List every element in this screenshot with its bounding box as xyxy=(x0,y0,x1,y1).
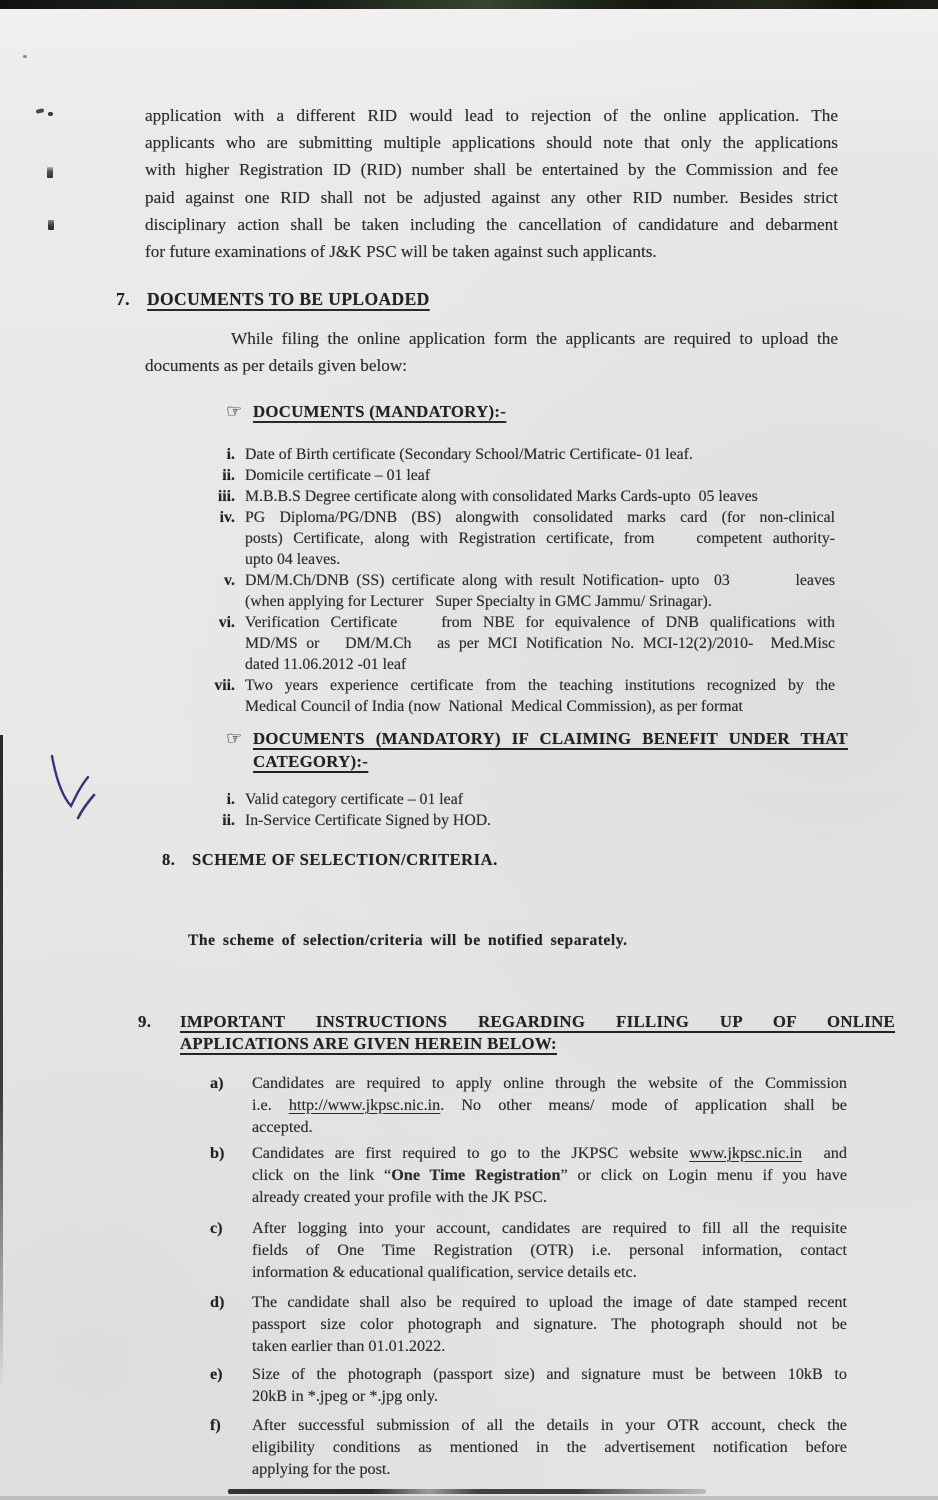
instructions-list xyxy=(210,1072,938,1480)
section-7-number: 7. xyxy=(116,289,130,310)
list-item-text xyxy=(252,1363,847,1407)
pointing-hand-icon: ☞ xyxy=(226,727,243,749)
section-8-heading xyxy=(162,849,938,871)
list-item-label: c) xyxy=(210,1218,223,1237)
text-line: After logging into your account, candidates are required to fill all the requisite xyxy=(252,1218,847,1237)
text-line: The candidate shall also be required to upload the image of date stamped recent xyxy=(252,1292,847,1311)
text-line: Two years experience certificate from the teaching institutions recognized by the xyxy=(245,676,835,694)
list-item xyxy=(200,465,938,486)
list-item-text xyxy=(252,1072,847,1138)
text-line: Valid category certificate – 01 leaf xyxy=(245,790,463,808)
list-item-label: b) xyxy=(210,1143,225,1162)
section-9-heading xyxy=(138,1011,938,1056)
text-line: M.B.B.S Degree certificate along with consolidated Marks Cards-upto 05 leaves xyxy=(245,487,758,505)
list-item-label: iii. xyxy=(217,487,235,505)
text-line: dated 11.06.2012 -01 leaf xyxy=(245,655,407,673)
list-item xyxy=(200,570,938,612)
list-item xyxy=(210,1363,938,1407)
section-7-heading xyxy=(116,287,938,311)
list-item xyxy=(210,1291,938,1357)
list-item xyxy=(200,789,938,810)
list-item-text xyxy=(252,1142,847,1208)
list-item xyxy=(200,507,938,570)
list-item-text xyxy=(245,612,835,675)
text-line: 20kB in *.jpeg or *.jpg only. xyxy=(252,1386,438,1405)
list-item-text xyxy=(245,810,835,831)
list-item-label: ii. xyxy=(222,811,235,829)
category-docs-heading xyxy=(226,727,938,773)
text-line: Date of Birth certificate (Secondary School/Matric Certificate- 01 leaf. xyxy=(245,445,693,463)
text-line: click on the link “One Time Registration” or click on Login menu if you have xyxy=(252,1165,848,1184)
text-line: Verification Certificate from NBE for equivalence of DNB qualifications with xyxy=(245,613,835,631)
list-item xyxy=(200,444,938,465)
text-line: DM/M.Ch/DNB (SS) certificate along with result Notification- upto 03 leaves xyxy=(245,571,835,589)
text-line: In-Service Certificate Signed by HOD. xyxy=(245,811,492,829)
list-item-label: i. xyxy=(226,445,235,463)
list-item xyxy=(200,612,938,675)
text-line: Candidates are required to apply online through the website of the Commission xyxy=(252,1073,847,1092)
section-9-title xyxy=(180,1011,895,1056)
mandatory-docs-heading xyxy=(226,400,938,424)
list-item-text xyxy=(245,486,835,507)
text-line: passport size color photograph and signature. The photograph should not be xyxy=(252,1314,847,1333)
text-line: paid against one RID shall not be adjusted against any other RID number. Besides strict xyxy=(145,187,838,207)
text-line: i.e. http://www.jkpsc.nic.in. No other means/ mode of application shall be xyxy=(252,1095,847,1114)
list-item-label: ii. xyxy=(222,466,235,484)
section-8-number: 8. xyxy=(162,849,176,869)
category-docs-list xyxy=(200,789,938,831)
list-item-text xyxy=(245,444,835,465)
list-item-label: vi. xyxy=(218,613,235,631)
text-line: (when applying for Lecturer Super Specialty in GMC Jammu/ Srinagar). xyxy=(245,592,712,610)
text-line: After successful submission of all the details in your OTR account, check the xyxy=(252,1415,847,1434)
list-item-text xyxy=(245,570,835,612)
text-line: upto 04 leaves. xyxy=(245,550,341,568)
list-item xyxy=(210,1414,938,1480)
list-item xyxy=(210,1217,938,1283)
list-item-text xyxy=(252,1217,847,1283)
mandatory-docs-list xyxy=(200,444,938,717)
text-line: posts) Certificate, along with Registration certificate, from competent authority- xyxy=(245,529,835,547)
list-item-text xyxy=(245,789,835,810)
scheme-note: The scheme of selection/criteria will be notified separately. xyxy=(188,931,628,949)
list-item xyxy=(210,1142,938,1208)
text-line: documents as per details given below: xyxy=(145,356,408,376)
list-item xyxy=(200,486,938,507)
text-line: Medical Council of India (now National Medical Commission), as per format xyxy=(245,697,743,715)
mandatory-docs-title: DOCUMENTS (MANDATORY):- xyxy=(253,401,507,421)
list-item-text xyxy=(245,507,835,570)
text-line: accepted. xyxy=(252,1117,313,1136)
list-item-label: v. xyxy=(224,571,235,589)
rid-warning-paragraph xyxy=(145,102,838,265)
text-line: Size of the photograph (passport size) and signature must be between 10kB to xyxy=(252,1364,847,1383)
list-item-label: vii. xyxy=(214,676,235,694)
list-item-label: iv. xyxy=(219,508,235,526)
text-line: IMPORTANT INSTRUCTIONS REGARDING FILLING UP OF ONLINE xyxy=(180,1011,895,1031)
list-item-text xyxy=(252,1414,847,1480)
text-line: While filing the online application form the applicants are required to upload the xyxy=(231,329,838,349)
text-line: PG Diploma/PG/DNB (BS) alongwith consolidated marks card (for non-clinical xyxy=(245,508,835,526)
section-8-title: SCHEME OF SELECTION/CRITERIA. xyxy=(192,849,498,869)
text-line: DOCUMENTS (MANDATORY) IF CLAIMING BENEFIT UNDER THAT xyxy=(253,728,848,748)
text-line: Candidates are first required to go to the JKPSC website www.jkpsc.nic.in and xyxy=(252,1143,847,1162)
list-item-text xyxy=(252,1291,847,1357)
text-line: applicants who are submitting multiple applications should note that only the applications xyxy=(145,133,838,153)
pointing-hand-icon: ☞ xyxy=(226,400,243,422)
text-line: CATEGORY):- xyxy=(253,751,369,771)
list-item-label: i. xyxy=(226,790,235,808)
list-item-label: a) xyxy=(210,1073,224,1092)
list-item-text xyxy=(245,675,835,717)
list-item-label: f) xyxy=(210,1415,221,1434)
text-line: fields of One Time Registration (OTR) i.e. personal information, contact xyxy=(252,1240,847,1259)
text-line: taken earlier than 01.01.2022. xyxy=(252,1336,446,1355)
text-line: with higher Registration ID (RID) number shall be entertained by the Commission and fee xyxy=(145,160,838,180)
list-item xyxy=(200,810,938,831)
category-docs-title xyxy=(253,727,848,773)
text-line: information & educational qualification, service details etc. xyxy=(252,1262,637,1281)
filing-note-paragraph xyxy=(145,325,838,379)
text-line: disciplinary action shall be taken including the cancellation of candidature and debarment xyxy=(145,214,838,234)
text-line: eligibility conditions as mentioned in the advertisement notification before xyxy=(252,1437,847,1456)
text-line: Domicile certificate – 01 leaf xyxy=(245,466,431,484)
text-line: applying for the post. xyxy=(252,1459,391,1478)
list-item-text xyxy=(245,465,835,486)
section-7-title: DOCUMENTS TO BE UPLOADED xyxy=(147,289,430,310)
list-item xyxy=(210,1072,938,1138)
text-line: application with a different RID would lead to rejection of the online application. The xyxy=(145,106,838,125)
text-line: already created your profile with the JK PSC. xyxy=(252,1187,547,1206)
scan-bottom-line-artifact xyxy=(228,1489,706,1494)
text-line: APPLICATIONS ARE GIVEN HEREIN BELOW: xyxy=(180,1034,557,1054)
list-item-label: d) xyxy=(210,1292,225,1311)
scan-bottom-shade-artifact xyxy=(0,1496,938,1500)
text-line: MD/MS or DM/M.Ch as per MCI Notification No. MCI-12(2)/2010- Med.Misc xyxy=(245,634,835,652)
list-item-label: e) xyxy=(210,1364,223,1383)
text-line: for future examinations of J&K PSC will be taken against such applicants. xyxy=(145,242,657,262)
list-item xyxy=(200,675,938,717)
section-9-number: 9. xyxy=(138,1011,152,1031)
